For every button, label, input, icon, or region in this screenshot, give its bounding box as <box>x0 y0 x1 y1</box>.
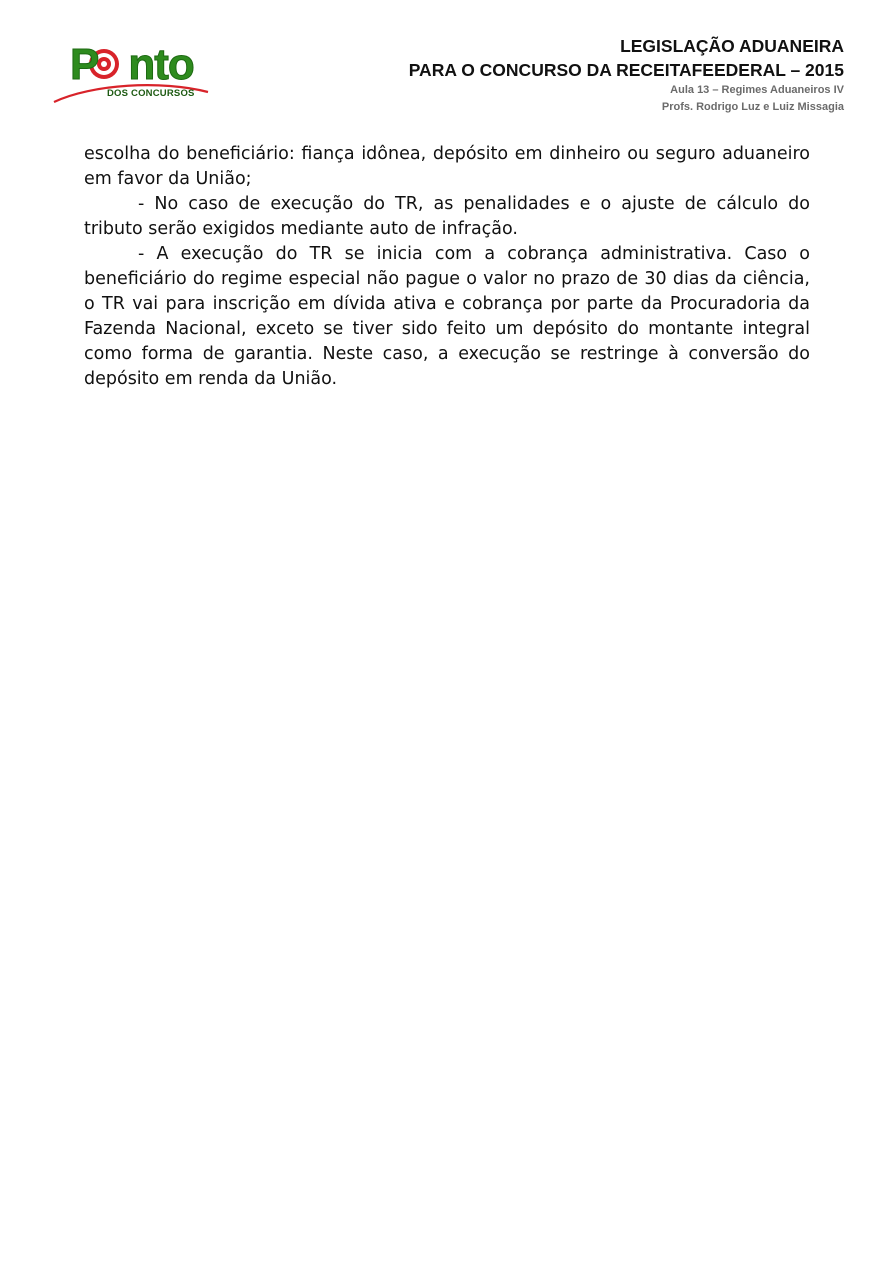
header-authors: Profs. Rodrigo Luz e Luiz Missagia <box>661 101 844 113</box>
paragraph-1: escolha do beneficiário: fiança idônea, depósito em dinheiro ou seguro aduaneiro em favor da União; <box>84 144 810 189</box>
document-body <box>84 142 810 392</box>
header-lesson: Aula 13 – Regimes Aduaneiros IV <box>670 84 844 96</box>
header-title-line-1: LEGISLAÇÃO ADUANEIRA <box>620 36 844 56</box>
paragraph-2: - No caso de execução do TR, as penalidades e o ajuste de cálculo do tributo serão exigidos mediante auto de infração. <box>84 194 810 239</box>
page-header <box>324 34 844 116</box>
logo-subtitle: DOS CONCURSOS <box>107 88 195 99</box>
header-title-line-2: PARA O CONCURSO DA RECEITAFEEDERAL – 2015 <box>408 60 844 80</box>
ponto-dos-concursos-logo <box>52 40 212 110</box>
logo-word: P nto <box>70 40 194 89</box>
paragraph-3: - A execução do TR se inicia com a cobrança administrativa. Caso o beneficiário do regime especial não pague o valor no prazo de 30 dias da ciência, o TR vai para inscrição em dívida ativa e cobrança por parte da Procuradoria da Fazenda Nacional, exceto se tiver sido feito um depósito do montante integral como forma de garantia. Neste caso, a execução se restringe à conversão do depósito em renda da União. <box>84 244 810 389</box>
